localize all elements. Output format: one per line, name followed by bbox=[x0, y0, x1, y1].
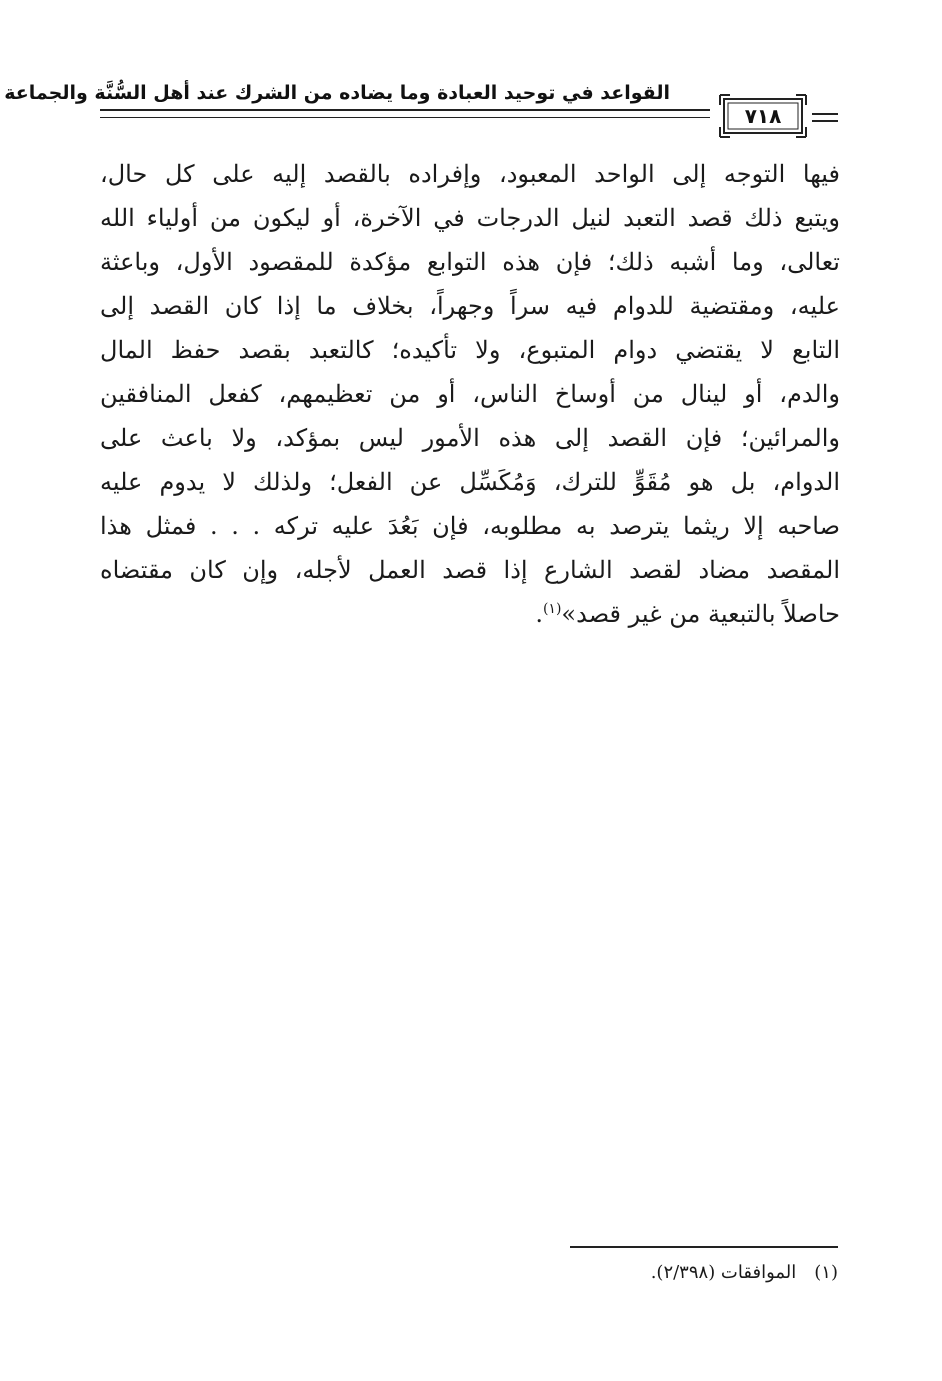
body-line: والدم، أو لينال من أوساخ الناس، أو من تعظيمهم، كفعل المنافقين bbox=[100, 380, 840, 408]
body-line: المقصد مضاد لقصد الشارع إذا قصد العمل لأجله، وإن كان مقتضاه bbox=[100, 556, 840, 584]
running-header-title: القواعد في توحيد العبادة وما يضاده من الشرك عند أهل السُّنَّة والجماعة bbox=[4, 82, 670, 104]
body-line: الدوام، بل هو مُقَوٍّ للترك، وَمُكَسِّل عن الفعل؛ ولذلك لا يدوم عليه bbox=[100, 468, 840, 496]
footnote-reference[interactable]: (١) bbox=[542, 601, 562, 617]
footnote bbox=[338, 1262, 838, 1283]
body-line: صاحبه إلا ريثما يترصد به مطلوبه، فإن بَعُدَ عليه تركه . . . فمثل هذا bbox=[100, 512, 840, 540]
body-line: التابع لا يقتضي دوام المتبوع، ولا تأكيده؛ كالتعبد بقصد حفظ المال bbox=[100, 336, 840, 364]
header-rule-top bbox=[100, 109, 710, 111]
body-line: ويتبع ذلك قصد التعبد لنيل الدرجات في الآخرة، أو ليكون من أولياء الله bbox=[100, 204, 840, 232]
page-number-frame bbox=[718, 93, 808, 139]
footnote-number: (١) bbox=[814, 1262, 838, 1283]
header-rule-right-top bbox=[812, 113, 838, 115]
header-rule-bottom bbox=[100, 117, 710, 118]
body-line: تعالى، وما أشبه ذلك؛ فإن هذه التوابع مؤكدة للمقصود الأول، وباعثة bbox=[100, 248, 840, 276]
body-line: والمرائين؛ فإن القصد إلى هذه الأمور ليس بمؤكد، ولا باعث على bbox=[100, 424, 840, 452]
body-line: فيها التوجه إلى الواحد المعبود، وإفراده بالقصد إليه على كل حال، bbox=[100, 160, 840, 188]
page-number: ٧١٨ bbox=[744, 104, 782, 128]
body-last-line-text: حاصلاً بالتبعية من غير قصد» bbox=[561, 600, 840, 628]
body-last-line-end: . bbox=[535, 600, 543, 628]
footnote-text: الموافقات (٢/٣٩٨). bbox=[650, 1262, 797, 1283]
body-last-line bbox=[100, 592, 840, 636]
body-line: عليه، ومقتضية للدوام فيه سراً وجهراً، بخلاف ما إذا كان القصد إلى bbox=[100, 292, 840, 320]
footnote-separator bbox=[570, 1246, 838, 1248]
body-text bbox=[100, 152, 840, 636]
header-rule-right-bottom bbox=[812, 120, 838, 122]
